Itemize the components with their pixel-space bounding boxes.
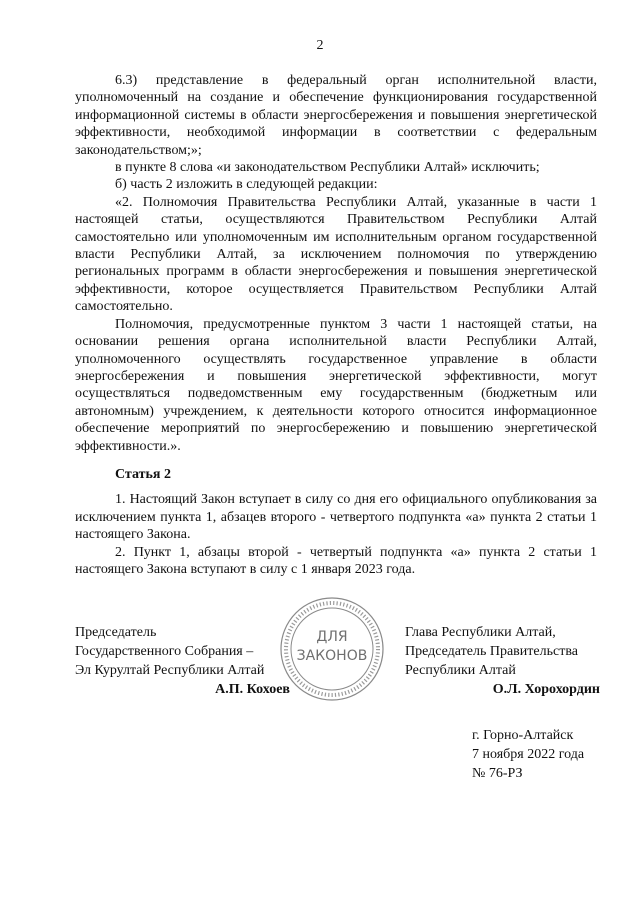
paragraph: «2. Полномочия Правительства Республики Алтай, указанные в части 1 настоящей статьи, осуществляются Правительством Республики Алтай самостоятельно или уполномоченным им исполнительным органом государственной власти Республики Алтай, за исключением полномочия по утверждению региональных программ в области энергосбережения и повышения энергетической эффективности, которое осуществляется Правительством Республики Алтай самостоятельно.: [75, 194, 597, 315]
signatory-name: О.Л. Хорохордин: [492, 682, 600, 697]
place-date-block: [472, 726, 584, 783]
article-paragraph: 1. Настоящий Закон вступает в силу со дня его официального опубликования за исключением пункта 1, абзацев второго - четвертого подпункта «а» пункта 2 статьи 1 настоящего Закона.: [75, 492, 597, 543]
date: 7 ноября 2022 года: [472, 747, 585, 762]
signature-title-line: Эл Курултай Республики Алтай: [75, 663, 265, 678]
paragraph: 6.3) представление в федеральный орган исполнительной власти, уполномоченный на создание и обеспечение функционирования государственной информационной системы в области энергосбережения и повышения энергетической эффективности, необходимой информации в соответствии с федеральным законодательством;»;: [75, 73, 597, 158]
page-number: 2: [316, 38, 324, 53]
paragraph: Полномочия, предусмотренные пунктом 3 части 1 настоящей статьи, на основании решения органа исполнительной власти Республики Алтай, уполномоченного осуществлять государственное управление в области энергосбережения и повышения энергетической эффективности, могут осуществляться подведомственным ему государственным (бюджетным или автономным) учреждением, к деятельности которого относится информационное обеспечение мероприятий по энергосбережению и повышению энергетической эффективности.».: [75, 316, 597, 454]
signature-right: [405, 623, 600, 699]
signature-left: [75, 623, 290, 699]
article-heading: Статья 2: [115, 466, 171, 482]
document-body: [75, 72, 597, 578]
signatory-name: А.П. Кохоев: [215, 682, 290, 697]
article-paragraph: 2. Пункт 1, абзацы второй - четвертый подпункта «а» пункта 2 статьи 1 настоящего Закона вступают в силу с 1 января 2023 года.: [75, 544, 597, 577]
signature-title-line: Государственного Собрания –: [75, 644, 254, 659]
signature-title-line: Председатель: [75, 625, 157, 640]
city: г. Горно-Алтайск: [472, 728, 574, 743]
paragraph: в пункте 8 слова «и законодательством Республики Алтай» исключить;: [115, 160, 540, 176]
signature-title-line: Председатель Правительства: [405, 644, 578, 659]
law-number: № 76-РЗ: [472, 766, 523, 781]
signature-title-line: Республики Алтай: [405, 663, 516, 678]
stamp-text-top: ДЛЯ: [316, 629, 348, 645]
paragraph: б) часть 2 изложить в следующей редакции:: [115, 177, 378, 193]
stamp-text-bottom: ЗАКОНОВ: [296, 648, 368, 664]
stamp-seal: [278, 594, 386, 704]
signature-title-line: Глава Республики Алтай,: [405, 625, 556, 640]
